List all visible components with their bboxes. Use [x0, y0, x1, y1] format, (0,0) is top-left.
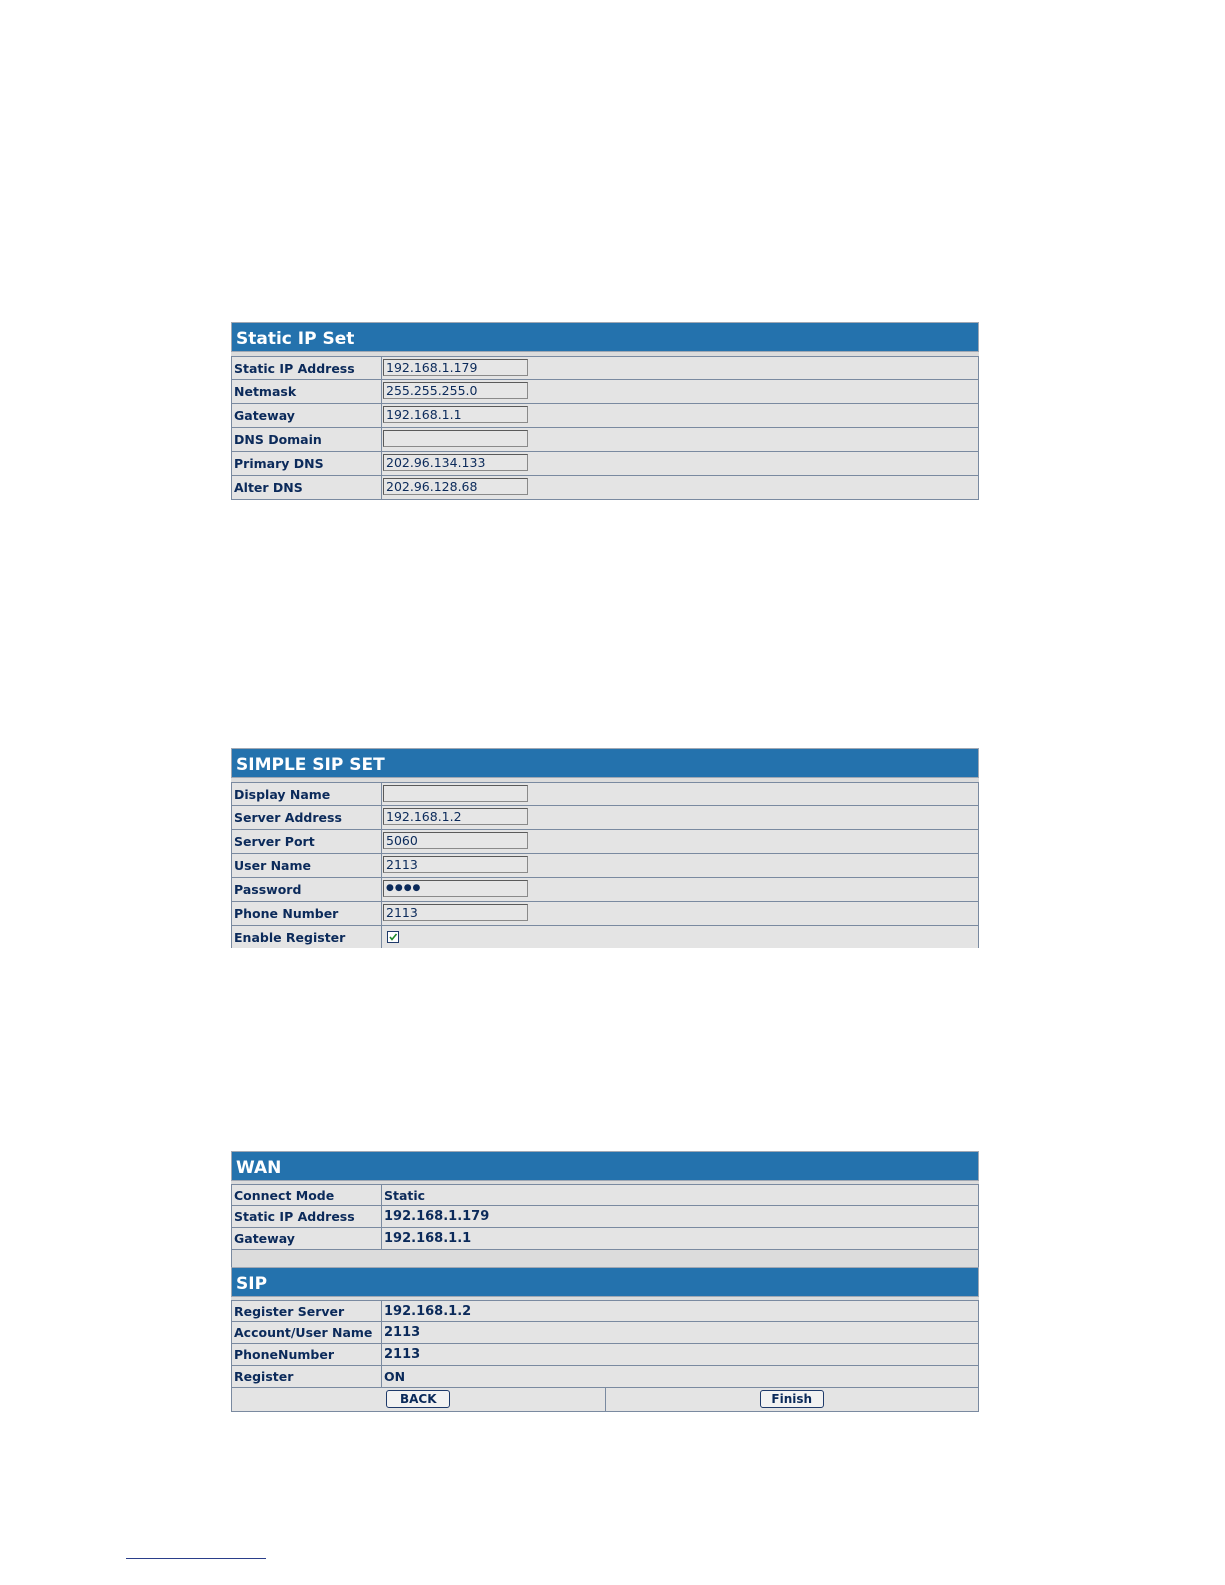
wan-gateway-value: 192.168.1.1 — [384, 1231, 472, 1246]
gateway-row — [231, 404, 979, 428]
connect-mode-row — [231, 1184, 979, 1206]
enable-register-label: Enable Register — [232, 926, 382, 948]
checkmark-icon — [388, 932, 398, 942]
wan-static-ip-row — [231, 1206, 979, 1228]
finish-button[interactable]: Finish — [760, 1390, 824, 1408]
server-address-input[interactable]: 192.168.1.2 — [383, 808, 528, 825]
server-address-row — [231, 806, 979, 830]
password-input[interactable]: ●●●● — [383, 880, 528, 897]
phonenumber-label: PhoneNumber — [232, 1344, 382, 1365]
phone-number-label: Phone Number — [232, 902, 382, 925]
user-name-input[interactable]: 2113 — [383, 856, 528, 873]
account-user-name-label: Account/User Name — [232, 1322, 382, 1343]
server-port-row — [231, 830, 979, 854]
connect-mode-label: Connect Mode — [232, 1185, 382, 1205]
user-name-label: User Name — [232, 854, 382, 877]
register-row — [231, 1366, 979, 1388]
section-spacer — [231, 1250, 979, 1267]
finish-cell — [605, 1388, 979, 1411]
dns-domain-label: DNS Domain — [232, 428, 382, 451]
back-cell — [232, 1388, 605, 1411]
static-ip-address-label: Static IP Address — [232, 357, 382, 379]
primary-dns-input[interactable]: 202.96.134.133 — [383, 454, 528, 471]
sip-title: SIP — [231, 1267, 979, 1297]
user-name-row — [231, 854, 979, 878]
primary-dns-row — [231, 452, 979, 476]
account-user-name-value: 2113 — [384, 1325, 421, 1340]
server-port-label: Server Port — [232, 830, 382, 853]
static-ip-address-input[interactable]: 192.168.1.179 — [383, 359, 528, 376]
phone-number-input[interactable]: 2113 — [383, 904, 528, 921]
footer-divider — [126, 1558, 266, 1559]
register-value: ON — [384, 1369, 406, 1384]
register-server-row — [231, 1300, 979, 1322]
primary-dns-label: Primary DNS — [232, 452, 382, 475]
display-name-label: Display Name — [232, 783, 382, 805]
display-name-row — [231, 782, 979, 806]
static-ip-address-row — [231, 356, 979, 380]
register-server-label: Register Server — [232, 1301, 382, 1321]
connect-mode-value: Static — [384, 1188, 426, 1203]
server-port-input[interactable]: 5060 — [383, 832, 528, 849]
simple-sip-title: SIMPLE SIP SET — [231, 748, 979, 778]
register-label: Register — [232, 1366, 382, 1387]
register-server-value: 192.168.1.2 — [384, 1304, 472, 1319]
static-ip-title: Static IP Set — [231, 322, 979, 352]
display-name-input[interactable] — [383, 785, 528, 802]
simple-sip-panel — [231, 748, 979, 948]
wan-title: WAN — [231, 1151, 979, 1181]
alter-dns-label: Alter DNS — [232, 476, 382, 499]
button-row — [231, 1388, 979, 1412]
alter-dns-input[interactable]: 202.96.128.68 — [383, 478, 528, 495]
back-button[interactable]: BACK — [386, 1390, 450, 1408]
enable-register-checkbox[interactable] — [387, 931, 399, 943]
enable-register-row — [231, 926, 979, 948]
netmask-row — [231, 380, 979, 404]
wan-static-ip-value: 192.168.1.179 — [384, 1209, 490, 1224]
server-address-label: Server Address — [232, 806, 382, 829]
password-row — [231, 878, 979, 902]
summary-panel — [231, 1151, 979, 1412]
gateway-label: Gateway — [232, 404, 382, 427]
dns-domain-row — [231, 428, 979, 452]
wan-static-ip-label: Static IP Address — [232, 1206, 382, 1227]
account-user-name-row — [231, 1322, 979, 1344]
phone-number-row — [231, 902, 979, 926]
phonenumber-row — [231, 1344, 979, 1366]
alter-dns-row — [231, 476, 979, 500]
netmask-input[interactable]: 255.255.255.0 — [383, 382, 528, 399]
gateway-input[interactable]: 192.168.1.1 — [383, 406, 528, 423]
phonenumber-value: 2113 — [384, 1347, 421, 1362]
wan-gateway-row — [231, 1228, 979, 1250]
wan-gateway-label: Gateway — [232, 1228, 382, 1249]
static-ip-panel — [231, 322, 979, 500]
password-label: Password — [232, 878, 382, 901]
netmask-label: Netmask — [232, 380, 382, 403]
dns-domain-input[interactable] — [383, 430, 528, 447]
